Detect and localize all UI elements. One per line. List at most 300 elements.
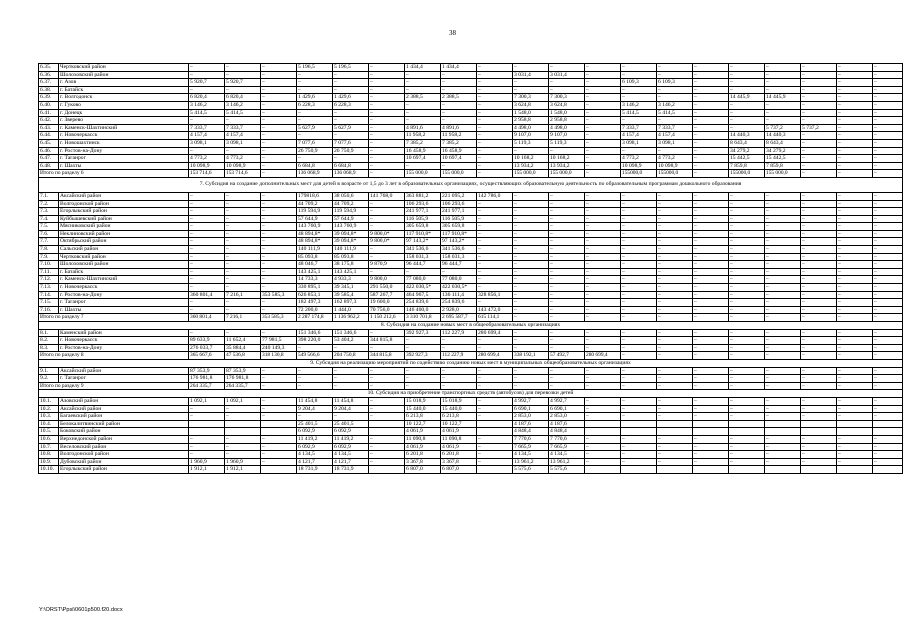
value-cell: – — [801, 64, 837, 72]
total-cell: 549 566,6 — [297, 352, 333, 360]
value-cell: – — [693, 284, 729, 292]
total-cell: – — [657, 382, 693, 390]
row-number: 8.2. — [39, 337, 59, 345]
value-cell: – — [765, 200, 801, 208]
value-cell: – — [693, 458, 729, 466]
value-cell: 5 414,5 — [621, 109, 657, 117]
municipality-name: г. Новочеркасск — [59, 337, 189, 345]
value-cell: – — [693, 253, 729, 261]
row-number: 6.43. — [39, 124, 59, 132]
total-cell: – — [765, 382, 801, 390]
value-cell: 4 134,5 — [333, 451, 369, 459]
row-number: 7.2. — [39, 200, 59, 208]
value-cell: – — [801, 200, 837, 208]
value-cell: – — [729, 79, 765, 87]
value-cell: 4 157,4 — [657, 132, 693, 140]
row-number: 8.3. — [39, 344, 59, 352]
value-cell: 7 385,2 — [441, 139, 477, 147]
table-row — [39, 367, 903, 375]
value-cell: 1 092,1 — [225, 397, 261, 405]
value-cell: 5 920,7 — [189, 79, 225, 87]
value-cell: – — [369, 79, 405, 87]
value-cell: – — [477, 458, 513, 466]
value-cell: – — [837, 147, 873, 155]
value-cell: – — [693, 139, 729, 147]
value-cell: – — [189, 306, 225, 314]
value-cell: – — [549, 238, 585, 246]
value-cell — [873, 428, 903, 436]
value-cell: – — [585, 375, 621, 383]
value-cell: – — [585, 86, 621, 94]
value-cell: 3 098,1 — [621, 139, 657, 147]
value-cell: 5 737,2 — [801, 124, 837, 132]
value-cell: – — [801, 79, 837, 87]
value-cell: 85 093,8 — [333, 253, 369, 261]
value-cell: 1 912,1 — [189, 466, 225, 474]
municipality-name: г. Батайск — [59, 268, 189, 276]
value-cell: – — [801, 375, 837, 383]
row-number: 7.14. — [39, 291, 59, 299]
total-cell: – — [477, 170, 513, 178]
table-row — [39, 420, 903, 428]
value-cell: – — [261, 192, 297, 200]
value-cell: 4 157,4 — [225, 132, 261, 140]
value-cell: – — [189, 147, 225, 155]
section-header-row — [39, 177, 903, 192]
table-row — [39, 466, 903, 474]
value-cell: – — [585, 413, 621, 421]
value-cell: 38 175,8 — [333, 261, 369, 269]
value-cell: 7 333,7 — [189, 124, 225, 132]
municipality-name: г. Гуково — [59, 101, 189, 109]
value-cell: – — [477, 132, 513, 140]
value-cell: – — [477, 238, 513, 246]
value-cell: – — [837, 223, 873, 231]
value-cell: 18 731,9 — [297, 466, 333, 474]
value-cell: – — [225, 451, 261, 459]
value-cell: 117 910,8* — [405, 230, 441, 238]
value-cell: – — [513, 208, 549, 216]
value-cell: 305 659,8 — [441, 223, 477, 231]
value-cell: – — [369, 155, 405, 163]
value-cell: – — [333, 344, 369, 352]
value-cell: – — [801, 413, 837, 421]
value-cell: – — [801, 276, 837, 284]
table-row — [39, 344, 903, 352]
value-cell: – — [585, 208, 621, 216]
value-cell — [621, 428, 657, 436]
value-cell: – — [873, 200, 903, 208]
value-cell: 3 624,8 — [549, 101, 585, 109]
value-cell: – — [441, 268, 477, 276]
value-cell: 10 697,4 — [405, 155, 441, 163]
value-cell: – — [657, 435, 693, 443]
value-cell: 16 458,9 — [441, 147, 477, 155]
value-cell: – — [765, 109, 801, 117]
value-cell: – — [225, 200, 261, 208]
value-cell: 4 061,9 — [441, 443, 477, 451]
row-number: 7.9. — [39, 253, 59, 261]
value-cell: – — [837, 435, 873, 443]
value-cell: – — [765, 306, 801, 314]
value-cell: 143 760,9 — [297, 223, 333, 231]
value-cell: – — [477, 405, 513, 413]
value-cell — [369, 466, 405, 474]
municipality-name: г. Зверево — [59, 117, 189, 125]
value-cell: – — [873, 94, 903, 102]
value-cell: – — [513, 147, 549, 155]
row-number: 7.4. — [39, 215, 59, 223]
value-cell: 6 092,9 — [297, 428, 333, 436]
value-cell: – — [333, 155, 369, 163]
value-cell: 11 958,2 — [405, 132, 441, 140]
value-cell: 2 928,0 — [441, 306, 477, 314]
value-cell: 96 444,7 — [441, 261, 477, 269]
value-cell: – — [693, 200, 729, 208]
value-cell: – — [369, 268, 405, 276]
value-cell: 5 196,5 — [333, 64, 369, 72]
table-row — [39, 276, 903, 284]
value-cell: 3 367,8 — [441, 458, 477, 466]
value-cell: – — [729, 443, 765, 451]
total-cell: – — [369, 170, 405, 178]
value-cell: 18 731,9 — [333, 466, 369, 474]
value-cell: 9 107,0 — [513, 132, 549, 140]
total-label: Итого по разделу 6 — [39, 170, 189, 178]
table-row — [39, 71, 903, 79]
value-cell: – — [873, 109, 903, 117]
value-cell: – — [837, 64, 873, 72]
value-cell: – — [621, 192, 657, 200]
row-number: 6.37. — [39, 79, 59, 87]
value-cell: – — [729, 435, 765, 443]
value-cell: – — [729, 405, 765, 413]
total-cell: 155 000,0 — [765, 170, 801, 178]
value-cell: – — [873, 344, 903, 352]
value-cell: – — [765, 215, 801, 223]
value-cell: – — [297, 375, 333, 383]
value-cell — [585, 428, 621, 436]
total-cell: 47 536,8 — [225, 352, 261, 360]
section-total-row — [39, 382, 903, 390]
value-cell: – — [585, 306, 621, 314]
value-cell: 179818,6 — [297, 192, 333, 200]
value-cell: – — [477, 64, 513, 72]
value-cell: – — [225, 71, 261, 79]
value-cell: – — [873, 253, 903, 261]
municipality-name: г. Таганрог — [59, 155, 189, 163]
value-cell: 2 853,0 — [513, 413, 549, 421]
section-total-row — [39, 352, 903, 360]
table-row — [39, 405, 903, 413]
total-cell: 264 335,7 — [225, 382, 261, 390]
value-cell: – — [513, 367, 549, 375]
value-cell: 158 031,3 — [405, 253, 441, 261]
municipality-name: Шолоховский район — [59, 71, 189, 79]
value-cell: – — [513, 215, 549, 223]
value-cell: – — [585, 200, 621, 208]
value-cell — [801, 428, 837, 436]
value-cell: – — [189, 117, 225, 125]
table-row — [39, 223, 903, 231]
value-cell: – — [477, 223, 513, 231]
section-total-row — [39, 170, 903, 178]
total-cell: 155000,0 — [729, 170, 765, 178]
value-cell — [621, 420, 657, 428]
value-cell: – — [837, 405, 873, 413]
value-cell: – — [513, 306, 549, 314]
value-cell: – — [765, 268, 801, 276]
row-number: 6.40. — [39, 101, 59, 109]
total-cell: – — [621, 352, 657, 360]
value-cell: 4 498,0 — [513, 124, 549, 132]
value-cell: – — [477, 451, 513, 459]
total-cell: 155000,0 — [657, 170, 693, 178]
value-cell: – — [837, 200, 873, 208]
value-cell: – — [765, 367, 801, 375]
value-cell: 16 458,9 — [405, 147, 441, 155]
value-cell: – — [225, 192, 261, 200]
value-cell: – — [873, 261, 903, 269]
value-cell: 240 149,3 — [261, 344, 297, 352]
value-cell: – — [477, 147, 513, 155]
row-number: 6.48. — [39, 162, 59, 170]
value-cell: – — [693, 124, 729, 132]
value-cell: – — [657, 215, 693, 223]
value-cell: – — [693, 230, 729, 238]
value-cell: – — [477, 124, 513, 132]
value-cell: – — [261, 405, 297, 413]
value-cell: – — [693, 246, 729, 254]
value-cell: – — [837, 117, 873, 125]
total-cell: – — [585, 314, 621, 322]
value-cell: – — [837, 443, 873, 451]
value-cell: 3 098,1 — [657, 139, 693, 147]
value-cell: – — [549, 215, 585, 223]
total-cell: 155000,0 — [621, 170, 657, 178]
value-cell: – — [873, 451, 903, 459]
value-cell: – — [873, 238, 903, 246]
value-cell — [693, 466, 729, 474]
total-cell: – — [261, 170, 297, 178]
value-cell: – — [549, 337, 585, 345]
row-number: 10.1. — [39, 397, 59, 405]
value-cell: – — [441, 86, 477, 94]
section-title: 10. Субсидия на приобретение транспортных средств (автобусов) для перевозки детей — [39, 390, 903, 398]
value-cell: – — [513, 337, 549, 345]
row-number: 10.8. — [39, 451, 59, 459]
value-cell: – — [729, 337, 765, 345]
section-title: 9. Субсидия на реализацию мероприятий по содействию созданию новых мест в муниципальных общеобразовательных организациях — [39, 359, 903, 367]
value-cell: 9 800,0* — [369, 238, 405, 246]
value-cell: – — [477, 79, 513, 87]
value-cell: – — [765, 299, 801, 307]
total-cell: – — [621, 382, 657, 390]
value-cell: 5 627,9 — [297, 124, 333, 132]
value-cell: – — [873, 117, 903, 125]
row-number: 7.15. — [39, 299, 59, 307]
value-cell: 77 080,0 — [405, 276, 441, 284]
value-cell: – — [261, 268, 297, 276]
value-cell: 39 094,8* — [333, 238, 369, 246]
value-cell: – — [585, 124, 621, 132]
value-cell: – — [189, 443, 225, 451]
value-cell: – — [477, 284, 513, 292]
municipality-name: Волгодонской район — [59, 451, 189, 459]
value-cell: 422 030,5* — [405, 284, 441, 292]
total-cell: – — [729, 314, 765, 322]
value-cell: – — [189, 329, 225, 337]
value-cell: – — [765, 261, 801, 269]
value-cell: 44 709,2 — [297, 200, 333, 208]
total-cell: – — [801, 352, 837, 360]
value-cell: – — [801, 238, 837, 246]
value-cell: – — [333, 109, 369, 117]
total-cell: – — [657, 352, 693, 360]
value-cell: 26 750,9 — [297, 147, 333, 155]
value-cell: – — [477, 139, 513, 147]
total-cell: – — [801, 382, 837, 390]
value-cell: 112 227,9 — [441, 329, 477, 337]
table-row — [39, 284, 903, 292]
value-cell: – — [585, 367, 621, 375]
value-cell: 8 643,4 — [765, 139, 801, 147]
value-cell: 176 981,8 — [189, 375, 225, 383]
value-cell: – — [765, 246, 801, 254]
value-cell: – — [189, 405, 225, 413]
value-cell: – — [765, 375, 801, 383]
value-cell: – — [261, 64, 297, 72]
value-cell: – — [405, 71, 441, 79]
value-cell: – — [837, 139, 873, 147]
value-cell: – — [729, 306, 765, 314]
value-cell: – — [225, 208, 261, 216]
value-cell: 140 111,9 — [333, 246, 369, 254]
total-cell: – — [729, 382, 765, 390]
value-cell: 1 960,9 — [189, 458, 225, 466]
value-cell: 392 927,3 — [405, 329, 441, 337]
value-cell: – — [585, 132, 621, 140]
municipality-name: Мясниковский район — [59, 223, 189, 231]
value-cell: – — [837, 375, 873, 383]
value-cell: – — [225, 147, 261, 155]
value-cell: – — [801, 246, 837, 254]
value-cell: – — [225, 329, 261, 337]
value-cell: 4 891,6 — [441, 124, 477, 132]
total-cell: – — [693, 382, 729, 390]
value-cell: – — [801, 215, 837, 223]
value-cell: – — [801, 451, 837, 459]
value-cell: 85 093,8 — [297, 253, 333, 261]
row-number: 7.8. — [39, 246, 59, 254]
value-cell: – — [261, 246, 297, 254]
value-cell: – — [405, 268, 441, 276]
value-cell: – — [585, 253, 621, 261]
value-cell: – — [621, 147, 657, 155]
total-cell: 392 927,3 — [405, 352, 441, 360]
value-cell: 363 881,2 — [405, 192, 441, 200]
table-row — [39, 200, 903, 208]
value-cell: – — [549, 147, 585, 155]
value-cell: – — [369, 344, 405, 352]
value-cell: 34 279,2 — [765, 147, 801, 155]
value-cell: – — [837, 397, 873, 405]
value-cell: – — [657, 329, 693, 337]
value-cell: 48 046,7 — [297, 261, 333, 269]
value-cell: 3 098,1 — [225, 139, 261, 147]
value-cell: – — [765, 435, 801, 443]
value-cell: 48 894,8* — [297, 230, 333, 238]
value-cell: – — [873, 64, 903, 72]
value-cell — [261, 466, 297, 474]
value-cell: – — [477, 435, 513, 443]
value-cell: – — [261, 435, 297, 443]
value-cell: – — [657, 200, 693, 208]
total-cell: 153 714,6 — [225, 170, 261, 178]
value-cell: – — [297, 367, 333, 375]
value-cell: – — [837, 238, 873, 246]
value-cell: 14 733,3 — [297, 276, 333, 284]
row-number: 6.38. — [39, 86, 59, 94]
value-cell: 9 107,0 — [549, 132, 585, 140]
table-body — [39, 64, 903, 474]
table-row — [39, 208, 903, 216]
value-cell: 7 077,6 — [333, 139, 369, 147]
value-cell: 5 627,9 — [333, 124, 369, 132]
value-cell: – — [189, 276, 225, 284]
total-cell: 1 150 212,6 — [369, 314, 405, 322]
value-cell: – — [837, 299, 873, 307]
value-cell: – — [621, 291, 657, 299]
municipality-name: г. Ростов-на-Дону — [59, 147, 189, 155]
value-cell: 143 425,1 — [333, 268, 369, 276]
value-cell: 57 644,9 — [297, 215, 333, 223]
value-cell: – — [873, 101, 903, 109]
value-cell: – — [477, 86, 513, 94]
value-cell: – — [837, 276, 873, 284]
value-cell: 2 388,5 — [441, 94, 477, 102]
value-cell: – — [765, 117, 801, 125]
value-cell: – — [189, 253, 225, 261]
value-cell: – — [477, 155, 513, 163]
value-cell: – — [837, 101, 873, 109]
table-row — [39, 238, 903, 246]
value-cell: 11 652,4 — [225, 337, 261, 345]
value-cell: 241 977,1 — [441, 208, 477, 216]
value-cell: – — [729, 458, 765, 466]
value-cell: 119 594,9 — [333, 208, 369, 216]
value-cell: – — [261, 139, 297, 147]
value-cell: – — [477, 337, 513, 345]
row-number: 8.1. — [39, 329, 59, 337]
municipality-name: Волгодонской район — [59, 200, 189, 208]
value-cell: 7 300,3 — [513, 94, 549, 102]
value-cell: 4 773,2 — [657, 155, 693, 163]
value-cell: 9 800,0 — [369, 276, 405, 284]
value-cell: – — [657, 276, 693, 284]
value-cell: – — [441, 375, 477, 383]
table-row — [39, 291, 903, 299]
municipality-name: Чертковский район — [59, 253, 189, 261]
value-cell: – — [261, 215, 297, 223]
value-cell: – — [549, 64, 585, 72]
value-cell: 280 699,4 — [477, 329, 513, 337]
value-cell: – — [801, 367, 837, 375]
value-cell: 11 454,8 — [297, 397, 333, 405]
value-cell: – — [765, 86, 801, 94]
value-cell: – — [621, 451, 657, 459]
value-cell: 10 168,2 — [549, 155, 585, 163]
